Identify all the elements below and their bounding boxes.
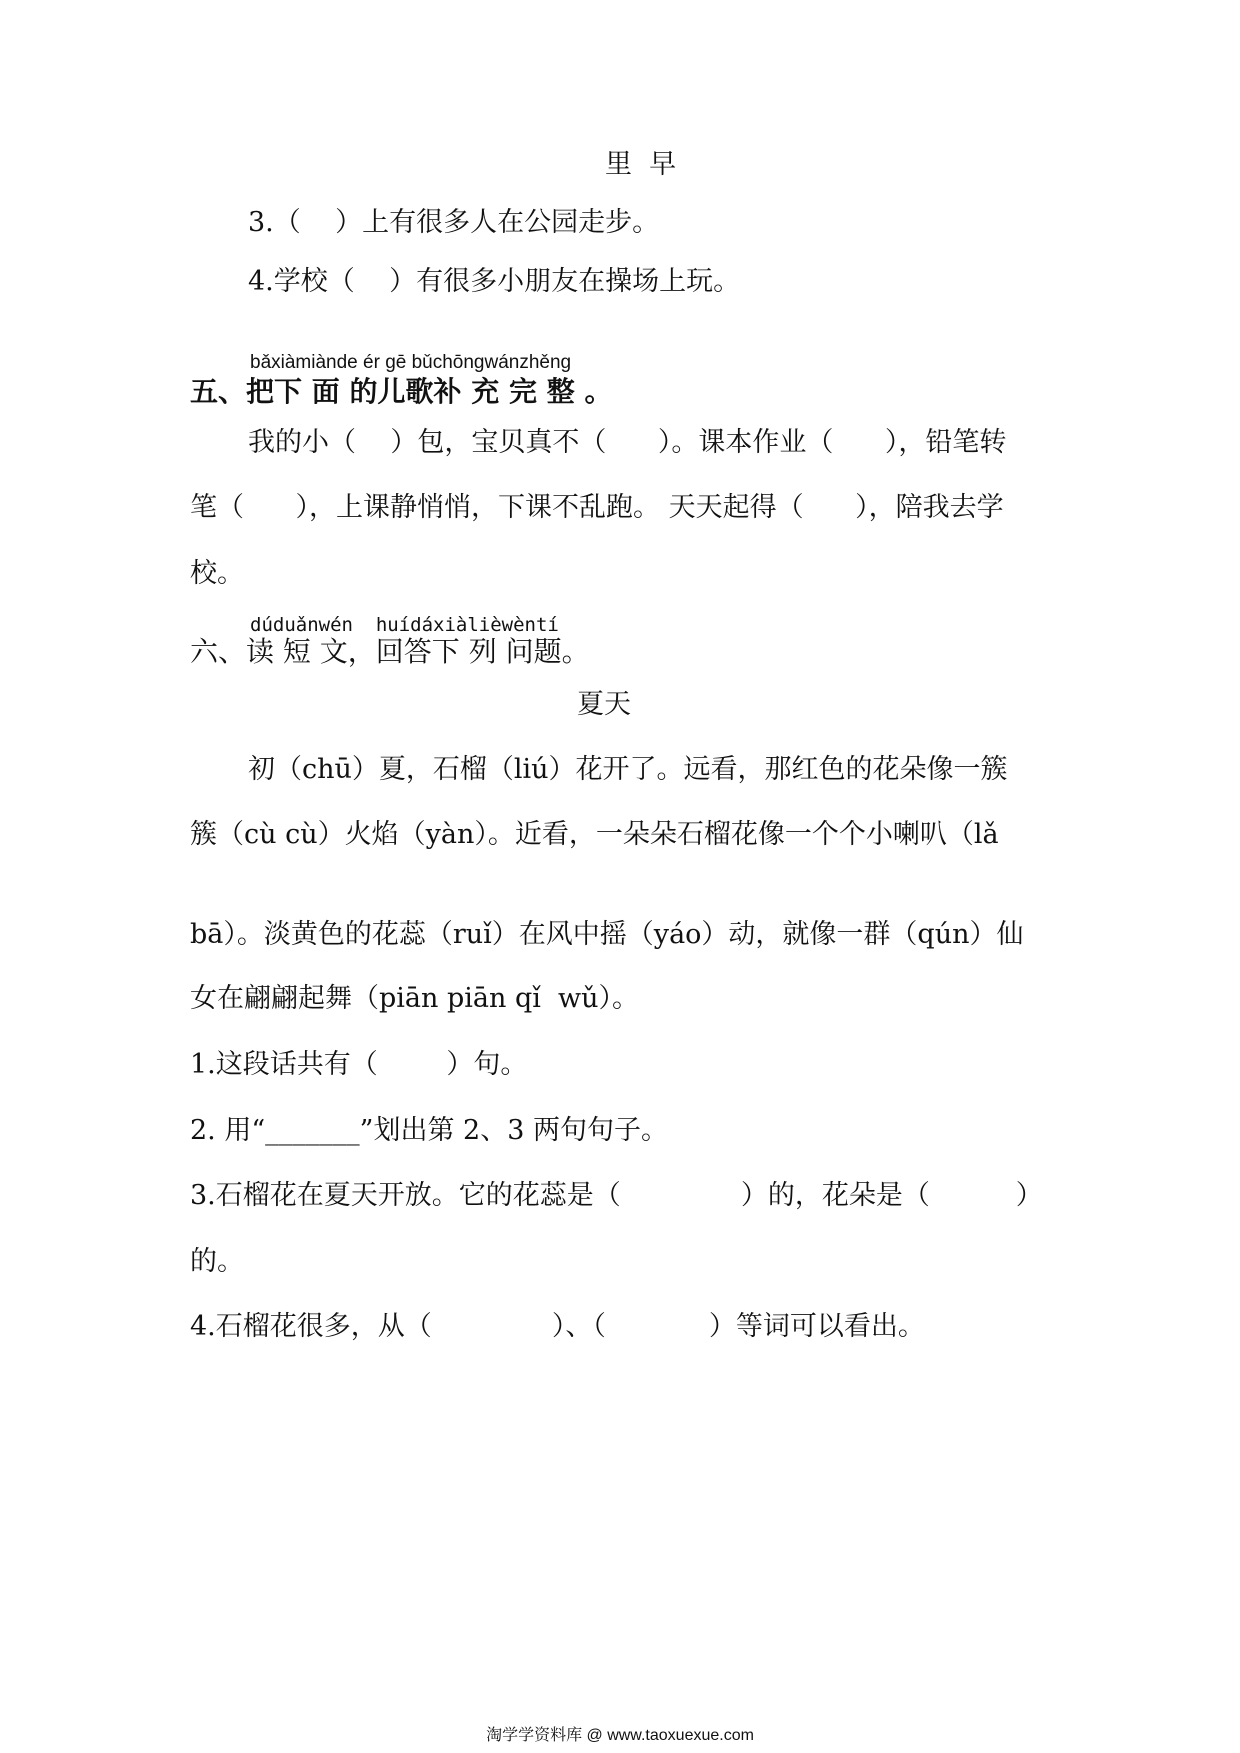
section5-line-3: 校。 (190, 558, 244, 589)
section5-line-2: 笔（ ），上课静悄悄，下课不乱跑。 天天起得（ ），陪我去学 (190, 492, 1004, 523)
comprehension-question-1: 1.这段话共有（ ）句。 (190, 1049, 528, 1080)
passage-title: 夏天 (577, 689, 631, 720)
comprehension-question-3-cont: 的。 (190, 1246, 244, 1277)
section5-line-1: 我的小（ ）包，宝贝真不（ ）。课本作业（ ），铅笔转 (248, 427, 1007, 458)
passage-line-4: 女在翩翩起舞（piān piān qǐ wǔ）。 (190, 983, 640, 1014)
passage-line-1: 初（chū）夏，石榴（liú）花开了。远看，那红色的花朵像一簇 (248, 754, 1008, 785)
question-4: 4.学校（ ）有很多小朋友在操场上玩。 (248, 266, 741, 297)
comprehension-question-2: 2. 用“_______”划出第 2、3 两句句子。 (190, 1115, 668, 1146)
section5-title: 五、把下 面 的儿歌补 充 完 整 。 (190, 375, 613, 408)
passage-line-3: bā）。淡黄色的花蕊（ruǐ）在风中摇（yáo）动，就像一群（qún）仙 (190, 919, 1024, 950)
comprehension-question-3: 3.石榴花在夏天开放。它的花蕊是（ ）的，花朵是（ ） (190, 1180, 1043, 1211)
passage-line-2: 簇（cù cù）火焰（yàn）。近看，一朵朵石榴花像一个个小喇叭（lǎ (190, 819, 999, 850)
top-words: 里 早 (605, 149, 677, 180)
question-3: 3.（ ）上有很多人在公园走步。 (248, 207, 660, 238)
page-footer: 淘学学资料库 @ www.taoxuexue.com (486, 1727, 754, 1744)
section6-pinyin: dúduǎnwén huídáxiàlièwèntí (250, 614, 559, 636)
section5-pinyin: bǎxiàmiànde ér gē bǔchōngwánzhěng (250, 352, 572, 373)
comprehension-question-4: 4.石榴花很多，从（ ）、（ ）等词可以看出。 (190, 1311, 925, 1342)
section6-title: 六、读 短 文，回答下 列 问题。 (190, 635, 590, 668)
